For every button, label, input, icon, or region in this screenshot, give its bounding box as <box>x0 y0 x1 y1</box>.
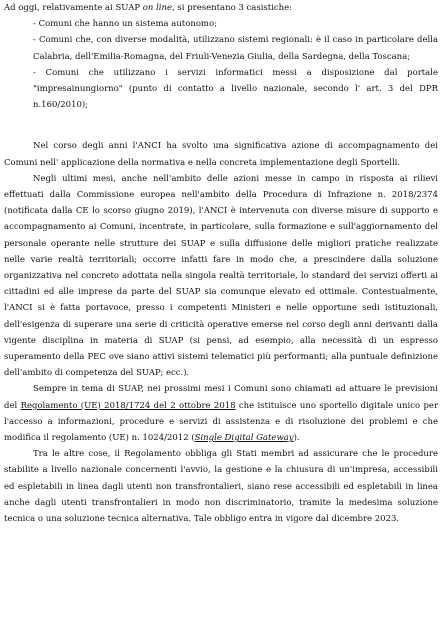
case-item-national-portal: - Comuni che utilizzano i servizi informatici messi a disposizione dal portale "impresainungiorno" (punto di contatto a livello nazionale, secondo l' art. 3 del DPR n.160/2010); <box>33 67 438 111</box>
paragraph-obligations: Tra le altre cose, il Regolamento obbliga gli Stati membri ad assicurare che le procedure stabilite a livello nazionale concernenti l'avvio, la gestione e la chiusura di un'impresa, accessibili ed espletabili in linea dagli utenti non transfrontalieri, siano rese accessibili ed espletabili in linea anche dagli utenti transfrontalieri in modo non discriminatorio, tramite la medesima soluzione tecnica o una soluzione tecnica alternativa. Tale obbligo entra in vigore dal dicembre 2023. <box>4 449 438 525</box>
regulation-link: Regolamento (UE) 2018/1724 del 2 ottobre 2018 <box>20 400 236 411</box>
paragraph-recent-months: Negli ultimi mesi, anche nell'ambito delle azioni messe in campo in risposta ai rilievi effettuati dalla Commissione europea nell'ambito della Procedura di Infrazione n. 2018/2374 (notificata dalla CE lo scorso giugno 2019), l'ANCI è intervenuta con diverse misure di supporto e accompagnamento ai Comuni, incentrate, in particolare, sulla formazione e sull'aggiornamento del personale operante nelle strutture dei SUAP e sulla diffusione delle migliori pratiche realizzate nelle varie realtà territoriali; occorre infatti fare in modo che, a prescindere dalla soluzione organizzativa nel concreto adottata nella singola realtà territoriale, lo standard dei servizi offerti ai cittadini ed alle imprese da parte del SUAP sia comunque elevato ed ottimale. Contestualmente, l'ANCI si è fatta portavoce, presso i competenti Ministeri e nelle opportune sedi istituzionali, dell'esigenza di superare una serie di criticità operative emerse nel corso degli anni derivanti dalla vigente disciplina in materia di SUAP (si pensi, ad esempio, alla necessità di un espresso superamento della PEC ove siano attivi sistemi telematici più performanti; alla puntuale definizione dell'ambito di competenza del SUAP; ecc.). <box>4 173 438 379</box>
regulation-text-3: ). <box>293 433 300 444</box>
regulation-text-1: Sempre in tema di SUAP, nei prossimi mesi i Comuni sono chiamati ad attuare le previsioni del <box>4 384 438 411</box>
regulation-text-2: che istituisce uno sportello digitale unico per l'accesso a informazioni, procedure e servizi di assistenza e di risoluzione dei problemi e che modifica il regolamento (UE) n. 1024/2012 ( <box>4 400 439 444</box>
paragraph-regulation <box>4 381 438 446</box>
case-item-regional: - Comuni che, con diverse modalità, utilizzano sistemi regionali: è il caso in particolare della Calabria, dell'Emilia-Romagna, del Friuli-Venezia Giulia, della Sardegna, della Toscana; <box>33 35 438 62</box>
document-page <box>4 0 438 527</box>
case-item-autonomous: - Comuni che hanno un sistema autonomo; <box>33 19 217 30</box>
intro-line <box>4 0 438 16</box>
cases-list <box>33 16 438 113</box>
intro-text-start: Ad oggi, relativamente ai SUAP <box>4 3 143 13</box>
paragraph-anci-accompaniment: Nel corso degli anni l'ANCI ha svolto una significativa azione di accompagnamento dei Comuni nell' applicazione della normativa e nella concreta implementazione degli Sportelli. <box>4 141 438 168</box>
single-digital-gateway-text: Single Digital Gateway <box>194 433 294 444</box>
intro-emphasis: on line <box>142 3 173 13</box>
intro-text-end: , si presentano 3 casistiche: <box>172 3 293 13</box>
